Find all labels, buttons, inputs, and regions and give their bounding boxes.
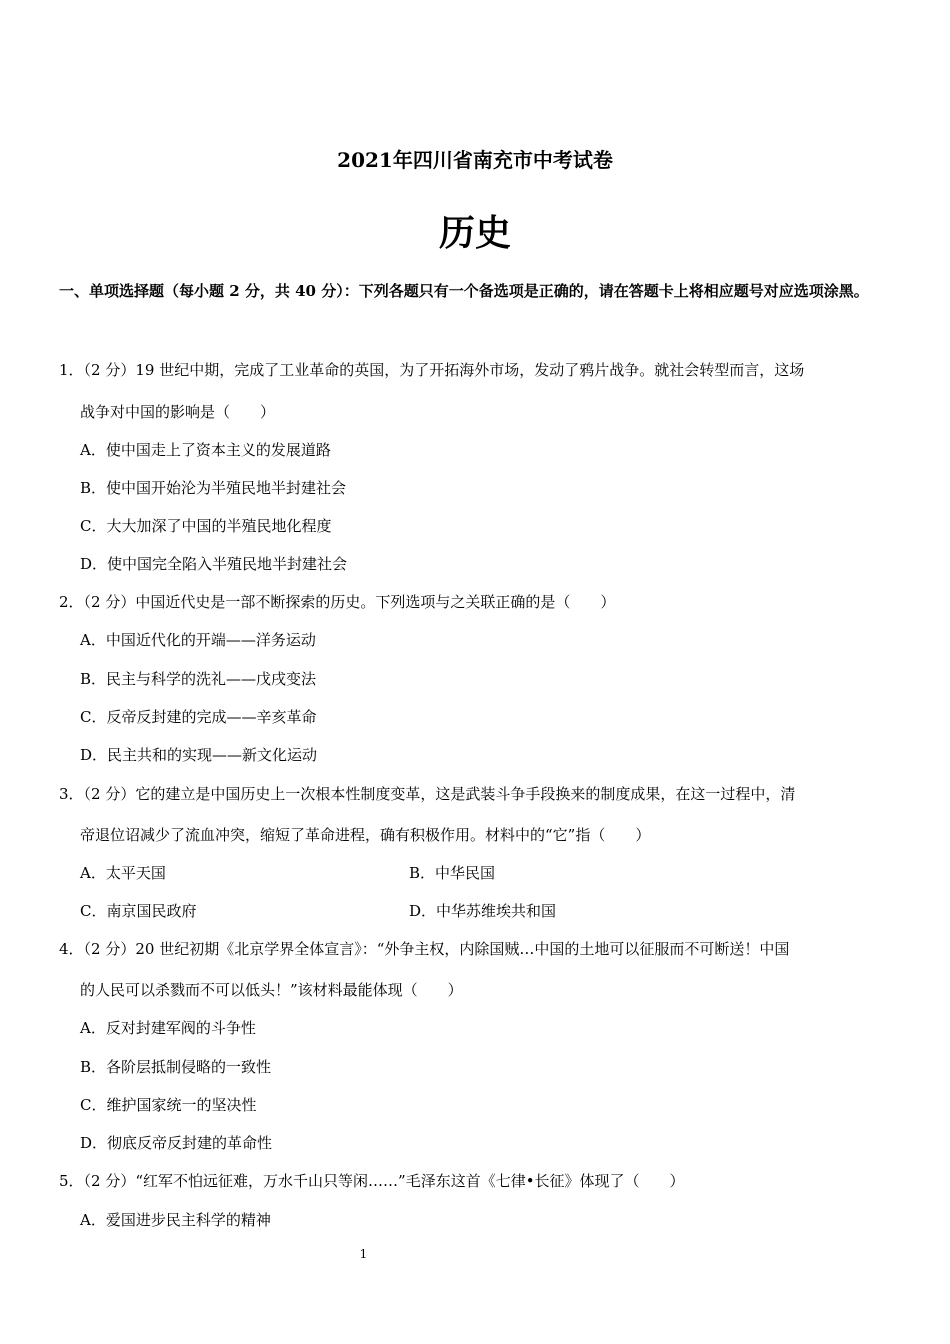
question-5-option-a: A．爱国进步民主科学的精神 (80, 1211, 271, 1229)
question-3-stem-cont: 帝退位诏减少了流血冲突，缩短了革命进程，确有积极作用。材料中的“它”指（ ） (80, 826, 651, 844)
question-4-option-c: C．维护国家统一的坚决性 (80, 1096, 257, 1114)
subject-title: 历史 (438, 212, 511, 254)
question-2-option-b: B．民主与科学的洗礼——戊戌变法 (80, 670, 317, 688)
question-4-stem: 4．（2 分）20 世纪初期《北京学界全体宣言》：“外争主权，内除国贼…中国的土地可以征服而不可断送！中国 (59, 940, 790, 958)
question-1-option-c: C．大大加深了中国的半殖民地化程度 (80, 517, 332, 535)
question-2-option-d: D．民主共和的实现——新文化运动 (80, 746, 318, 764)
question-2-stem: 2．（2 分）中国近代史是一部不断探索的历史。下列选项与之关联正确的是（ ） (59, 593, 616, 611)
question-4-stem-cont: 的人民可以杀戮而不可以低头！”该材料最能体现（ ） (80, 981, 463, 999)
question-3-option-b: B．中华民国 (409, 864, 496, 882)
question-3-option-a: A．太平天国 (80, 864, 166, 882)
question-4-option-b: B．各阶层抵制侵略的一致性 (80, 1058, 272, 1076)
question-3-option-d: D．中华苏维埃共和国 (409, 902, 557, 920)
question-4-option-d: D．彻底反帝反封建的革命性 (80, 1134, 273, 1152)
question-1-stem: 1．（2 分）19 世纪中期，完成了工业革命的英国，为了开拓海外市场，发动了鸦片战争。就社会转型而言，这场 (59, 361, 805, 379)
question-2-option-c: C．反帝反封建的完成——辛亥革命 (80, 708, 317, 726)
exam-title: 2021年四川省南充市中考试卷 (337, 148, 613, 172)
question-2-option-a: A．中国近代化的开端——洋务运动 (80, 631, 316, 649)
question-4-option-a: A．反对封建军阀的斗争性 (80, 1019, 256, 1037)
question-1-option-d: D．使中国完全陷入半殖民地半封建社会 (80, 555, 348, 573)
question-1-option-a: A．使中国走上了资本主义的发展道路 (80, 441, 331, 459)
question-5-stem: 5．（2 分）“红军不怕远征难，万水千山只等闲……”毛泽东这首《七律•长征》体现了（ ） (59, 1172, 685, 1190)
question-1-option-b: B．使中国开始沦为半殖民地半封建社会 (80, 479, 347, 497)
section-heading: 一、单项选择题（每小题 2 分，共 40 分）：下列各题只有一个备选项是正确的，请在答题卡上将相应题号对应选项涂黑。 (59, 282, 869, 300)
question-3-stem: 3．（2 分）它的建立是中国历史上一次根本性制度变革，这是武装斗争手段换来的制度成果，在这一过程中，清 (59, 785, 796, 803)
page-number: 1 (359, 1247, 368, 1261)
question-1-stem-cont: 战争对中国的影响是（ ） (80, 403, 276, 421)
question-3-option-c: C．南京国民政府 (80, 902, 197, 920)
